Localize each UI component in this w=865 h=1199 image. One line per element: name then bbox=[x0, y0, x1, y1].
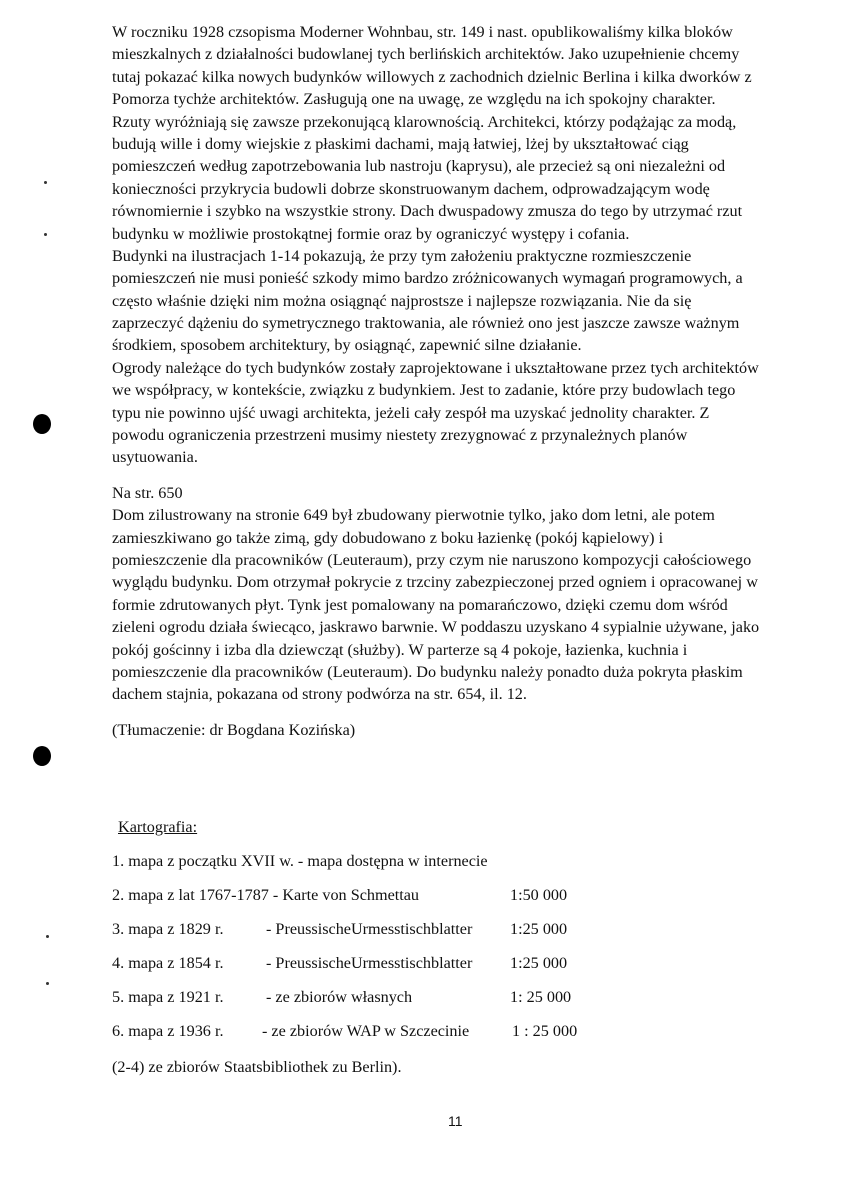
text-line: pomieszczeń według zapotrzebowania lub nastroju (kaprysu), ale przecież są oni niezależni od bbox=[112, 157, 726, 176]
scan-speck bbox=[44, 233, 47, 236]
text-line: środkiem, sposobem architektury, by osiągnąć, zapewnić silne działanie. bbox=[112, 336, 582, 355]
list-item bbox=[112, 920, 832, 942]
text-line: Budynki na ilustracjach 1-14 pokazują, że przy tym założeniu praktyczne rozmieszczenie bbox=[112, 246, 692, 265]
map-scale: 1 : 25 000 bbox=[512, 1022, 578, 1040]
map-date: 6. mapa z 1936 r. bbox=[112, 1022, 224, 1040]
punch-hole-bottom bbox=[33, 746, 51, 766]
paragraph-illustrations bbox=[112, 245, 822, 357]
map-source: - PreussischeUrmesstischblatter bbox=[266, 920, 473, 938]
map-date: 3. mapa z 1829 r. bbox=[112, 920, 224, 938]
scan-speck bbox=[46, 982, 49, 985]
scan-speck bbox=[46, 935, 49, 938]
text-line: wyglądu budynku. Dom otrzymał pokrycie z trzciny zabezpieczonej przed ogniem i opracowanej w bbox=[112, 573, 758, 592]
map-date: 5. mapa z 1921 r. bbox=[112, 988, 224, 1006]
translator-credit: (Tłumaczenie: dr Bogdana Kozińska) bbox=[112, 720, 356, 739]
list-item bbox=[112, 1022, 832, 1044]
body-text bbox=[112, 21, 822, 741]
paragraph-house-description bbox=[112, 504, 822, 706]
text-line: W roczniku 1928 czsopisma Moderner Wohnbau, str. 149 i nast. opublikowaliśmy kilka bloków bbox=[112, 23, 733, 41]
map-source: - ze zbiorów WAP w Szczecinie bbox=[262, 1022, 470, 1040]
text-line: budują wille i domy wiejskie z płaskimi dachami, mają łatwiej, lżej by ukształtować ciąg bbox=[112, 134, 689, 153]
text-line: typu nie powinno ujść uwagi architekta, jeżeli cały zespół ma uzyskać jednolity charakter. Z bbox=[112, 403, 710, 422]
text-line: często właśnie dzięki nim można osiągnąć najprostsze i najlepsze rozwiązania. Nie da się bbox=[112, 291, 692, 310]
text-line: pomieszczenie dla pracowników (Leuteraum), przy czym nie naruszono kompozycji całościowego bbox=[112, 550, 752, 569]
text-line: pomieszczeń nie musi ponieść szkody mimo bardzo zróżnicowanych wymagań programowych, a bbox=[112, 269, 743, 288]
map-description: 1. mapa z początku XVII w. - mapa dostępna w internecie bbox=[112, 852, 488, 870]
list-item bbox=[112, 988, 832, 1010]
text-line: dachem stajnia, pokazana od strony podwórza na str. 654, il. 12. bbox=[112, 685, 527, 704]
paragraph-intro bbox=[112, 21, 822, 245]
map-scale: 1: 25 000 bbox=[510, 988, 572, 1006]
page-number: 11 bbox=[448, 1113, 463, 1129]
text-line: tutaj pokazać kilka nowych budynków willowych z zachodnich dzielnic Berlina i kilka dworków z bbox=[112, 67, 752, 86]
text-line: Dom zilustrowany na stronie 649 był zbudowany pierwotnie tylko, jako dom letni, ale potem bbox=[112, 506, 715, 525]
list-item bbox=[112, 886, 832, 908]
text-line: Rzuty wyróżniają się zawsze przekonującą klarownością. Architekci, którzy podążając za modą, bbox=[112, 112, 737, 131]
text-line: Ogrody należące do tych budynków zostały zaprojektowane i ukształtowane przez tych architektów bbox=[112, 358, 759, 377]
map-date: 4. mapa z 1854 r. bbox=[112, 954, 224, 972]
text-line: formie zdrutowanych płyt. Tynk jest pomalowany na pomarańczowo, dzięki czemu dom wśród bbox=[112, 595, 728, 614]
map-source: - PreussischeUrmesstischblatter bbox=[266, 954, 473, 972]
text-line: we współpracy, w kontekście, związku z budynkiem. Jest to zadanie, które przy budowlach tego bbox=[112, 381, 736, 400]
text-line: mieszkalnych z działalności budowlanej tych berlińskich architektów. Jako uzupełnienie chcemy bbox=[112, 45, 740, 64]
list-item bbox=[112, 954, 832, 976]
paragraph-gardens bbox=[112, 357, 822, 469]
map-scale: 1:25 000 bbox=[510, 920, 568, 938]
map-scale: 1:25 000 bbox=[510, 954, 568, 972]
list-item bbox=[112, 852, 832, 874]
text-line: zieleni ogrodu działa świecąco, jaskrawo barwnie. W poddaszu uzyskano 4 sypialnie używane, jako bbox=[112, 618, 760, 637]
map-scale: 1:50 000 bbox=[510, 886, 568, 904]
map-description: 2. mapa z lat 1767-1787 - Karte von Schmettau bbox=[112, 886, 420, 904]
map-source: - ze zbiorów własnych bbox=[266, 988, 413, 1006]
section-label: Na str. 650 bbox=[112, 483, 183, 502]
text-line: równomiernie i szybko na wszystkie strony. Dach dwuspadowy zmusza do tego by utrzymać rzut bbox=[112, 202, 743, 221]
text-line: zamieszkiwano go także zimą, gdy dobudowano z boku łazienkę (pokój kąpielowy) i bbox=[112, 528, 664, 547]
text-line: usytuowania. bbox=[112, 448, 198, 467]
text-line: zaprzeczyć dążeniu do symetrycznego traktowania, ale również ono jest jaszcze zawsze ważnym bbox=[112, 314, 740, 333]
text-line: pokój gościnny i izba dla dziewcząt (służby). W parterze są 4 pokoje, łazienka, kuchnia i bbox=[112, 640, 688, 659]
cartography-note: (2-4) ze zbiorów Staatsbibliothek zu Berlin). bbox=[112, 1058, 402, 1076]
text-line: budynku w możliwie prostokątnej formie oraz by ograniczyć występy i cofania. bbox=[112, 224, 630, 243]
scan-speck bbox=[44, 181, 47, 184]
cartography-heading: Kartografia: bbox=[118, 818, 198, 836]
text-line: pomieszczenie dla pracowników (Leuteraum). Do budynku należy ponadto duża pokryta płaskim bbox=[112, 662, 743, 681]
text-line: powodu ograniczenia przestrzeni musimy niestety zrezygnować z przynależnych planów bbox=[112, 426, 688, 445]
punch-hole-top bbox=[33, 414, 51, 434]
text-line: Pomorza tychże architektów. Zasługują one na uwagę, ze względu na ich spokojny charakter. bbox=[112, 90, 716, 109]
text-line: konieczności przykrycia budowli dobrze skonstruowanym dachem, odprowadzającym wodę bbox=[112, 179, 710, 198]
